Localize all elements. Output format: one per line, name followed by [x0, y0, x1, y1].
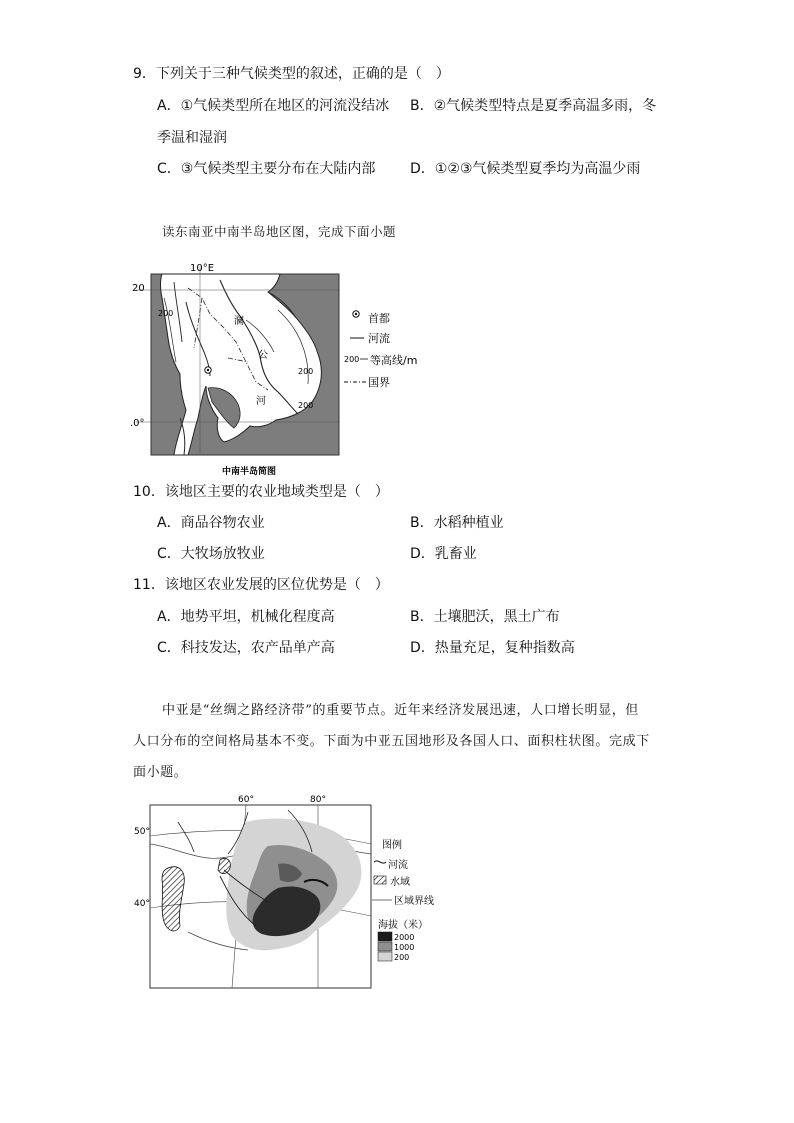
legend-contour-value: 200: [344, 355, 360, 364]
map1-contour-south: 200: [298, 401, 314, 410]
legend-river-label: 河流: [368, 332, 390, 345]
q9-option-c: C．③气候类型主要分布在大陆内部: [157, 161, 376, 177]
map2-legend-1000-swatch: [378, 942, 392, 951]
map2-lon-60: 60°: [238, 795, 254, 805]
map1-bangkok-label: 曼谷: [214, 366, 234, 377]
map2-legend-river: 河流: [388, 860, 408, 871]
legend-contour-label: 等高线/m: [370, 354, 418, 367]
map1-lat-0: .0°: [130, 418, 145, 429]
reading-passage-line-2: 人口分布的空间格局基本不变。下面为中亚五国地形及各国人口、面积柱状图。完成下: [133, 734, 650, 749]
map2-lat-50: 50°: [134, 827, 150, 837]
indochina-map: [128, 258, 448, 480]
map2-legend-water: 水域: [390, 877, 410, 888]
q10-option-d: D．乳畜业: [410, 546, 477, 562]
map2-legend-200: 200: [394, 953, 410, 962]
map2-lat-40: 40°: [134, 899, 150, 909]
q11-option-d: D．热量充足，复种指数高: [410, 640, 575, 656]
map2-lon-80: 80°: [310, 795, 326, 805]
q10-option-b: B．水稻种植业: [410, 515, 504, 531]
q11-option-b: B．土壤肥沃，黑土广布: [410, 609, 560, 625]
q9-option-b: B．②气候类型特点是夏季高温多雨，冬: [410, 98, 657, 114]
central-asia-map: [128, 792, 448, 992]
map1-char-gong: 公: [258, 350, 268, 361]
map1-contour-west: 200: [158, 309, 174, 318]
map2-legend-200-swatch: [378, 952, 392, 961]
map2-legend-boundary: 区域界线: [394, 896, 434, 907]
map1-char-lan: 澜: [234, 316, 244, 327]
q11-option-c: C．科技发达，农产品单产高: [157, 640, 335, 656]
map1-lon-label: 10°E: [190, 263, 215, 274]
map2-legend-title: 图例: [382, 840, 402, 851]
map1-contour-east: 200: [298, 367, 314, 376]
q9-option-a: A．①气候类型所在地区的河流没结冰: [157, 98, 390, 114]
reading-passage-line-1: 中亚是“丝绸之路经济带”的重要节点。近年来经济发展迅速，人口增长明显，但: [162, 703, 639, 718]
reading-instruction-1: 读东南亚中南半岛地区图，完成下面小题: [162, 224, 397, 239]
reading-passage-line-3: 面小题。: [133, 765, 188, 780]
q11-stem: 11．该地区农业发展的区位优势是（ ）: [133, 577, 389, 593]
q10-stem: 10．该地区主要的农业地域类型是（ ）: [133, 484, 389, 500]
map2-legend-elev-title: 海拔（米）: [378, 920, 428, 931]
q9-option-d: D．①②③气候类型夏季均为高温少雨: [410, 161, 641, 177]
q9-option-b-continued: 季温和湿润: [157, 130, 227, 146]
map2-legend-water-icon: [374, 876, 386, 884]
q9-stem: 9．下列关于三种气候类型的叙述，正确的是（ ）: [133, 66, 450, 82]
map1-caption: 中南半岛简图: [222, 467, 277, 477]
map1-lat-20: 20: [132, 283, 145, 294]
map2-legend-1000: 1000: [394, 943, 415, 952]
map1-char-he: 河: [256, 396, 266, 407]
map2-legend-river-icon: [374, 861, 386, 863]
legend-capital-label: 首都: [368, 312, 390, 325]
q10-option-c: C．大牧场放牧业: [157, 546, 265, 562]
map2-legend-2000: 2000: [394, 933, 415, 942]
q10-option-a: A．商品谷物农业: [157, 515, 265, 531]
legend-boundary-label: 国界: [368, 376, 390, 389]
map2-legend-2000-swatch: [378, 932, 392, 941]
q11-option-a: A．地势平坦，机械化程度高: [157, 609, 335, 625]
